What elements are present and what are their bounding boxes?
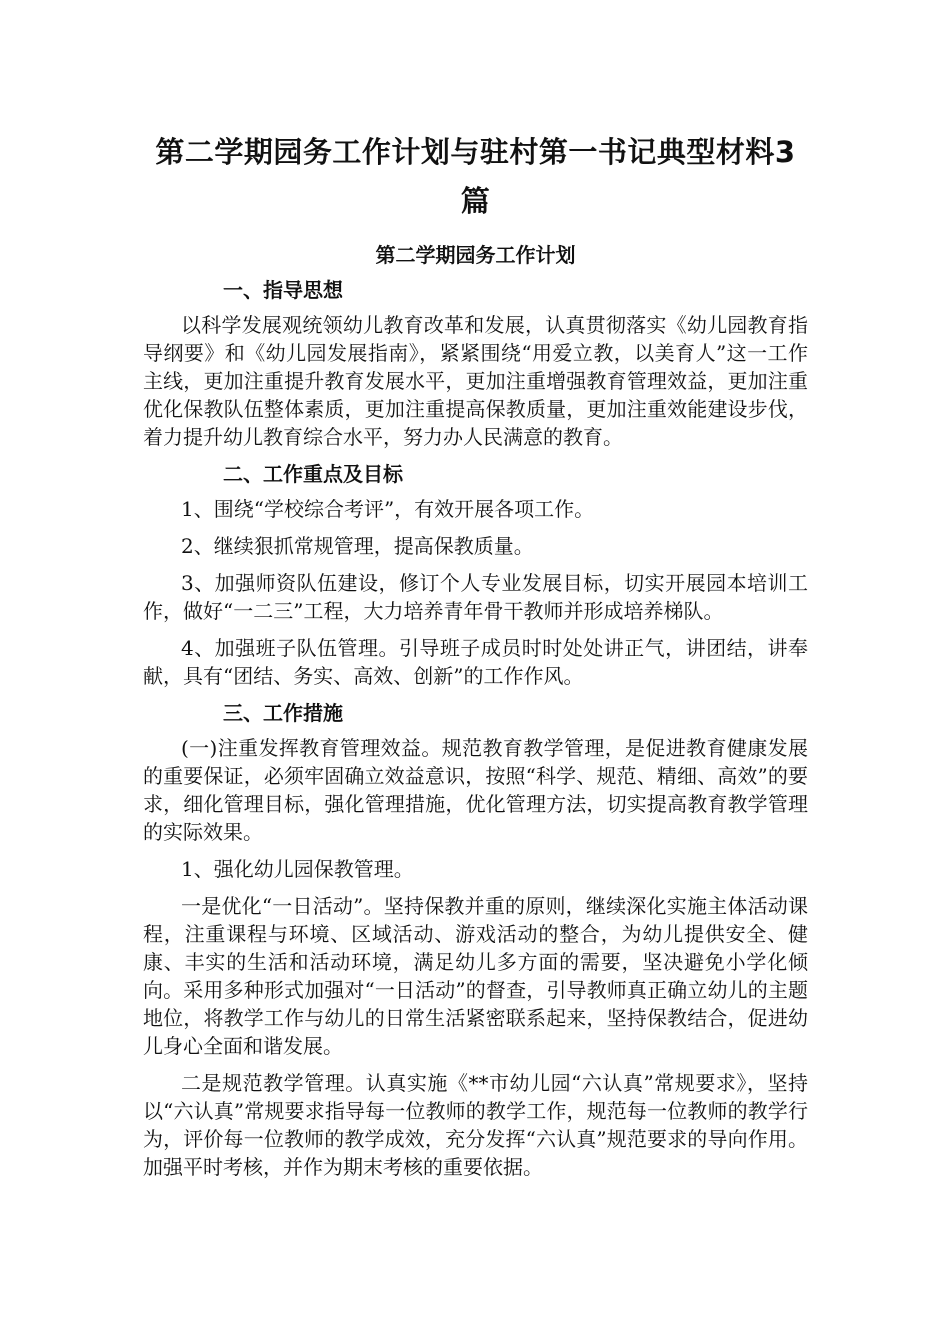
- document-title: 第二学期园务工作计划与驻村第一书记典型材料3篇: [155, 135, 796, 218]
- paragraph: 1、围绕“学校综合考评”，有效开展各项工作。: [181, 497, 595, 521]
- section-heading: 二、工作重点及目标: [223, 462, 403, 486]
- paragraph: (一)注重发挥教育管理效益。规范教育教学管理，是促进教育健康发展的重要保证，必须牢固确立效益意识，按照“科学、规范、精细、高效”的要求，细化管理目标，强化管理措施，优化管理方法，切实提高教育教学管理的实际效果。: [143, 736, 808, 844]
- paragraph: 2、继续狠抓常规管理，提高保教质量。: [181, 534, 534, 558]
- paragraph: 4、加强班子队伍管理。引导班子成员时时处处讲正气，讲团结，讲奉献，具有“团结、务实、高效、创新”的工作作风。: [143, 636, 808, 688]
- section-work-measures: [143, 698, 808, 1181]
- section-work-focus: [143, 459, 808, 690]
- document-page: [143, 128, 808, 1181]
- section-guiding-ideology: [143, 275, 808, 451]
- section-heading: 三、工作措施: [223, 701, 343, 725]
- paragraph: 一是优化“一日活动”。坚持保教并重的原则，继续深化实施主体活动课程，注重课程与环境、区域活动、游戏活动的整合，为幼儿提供安全、健康、丰实的生活和活动环境，满足幼儿多方面的需要，坚决避免小学化倾向。采用多种形式加强对“一日活动”的督查，引导教师真正确立幼儿的主题地位，将教学工作与幼儿的日常生活紧密联系起来，坚持保教结合，促进幼儿身心全面和谐发展。: [143, 894, 808, 1058]
- document-subtitle: 第二学期园务工作计划: [375, 243, 576, 267]
- paragraph: 以科学发展观统领幼儿教育改革和发展，认真贯彻落实《幼儿园教育指导纲要》和《幼儿园发展指南》，紧紧围绕“用爱立教，以美育人”这一工作主线，更加注重提升教育发展水平，更加注重增强教育管理效益，更加注重优化保教队伍整体素质，更加注重提高保教质量，更加注重效能建设步伐，着力提升幼儿教育综合水平，努力办人民满意的教育。: [143, 313, 808, 449]
- section-heading: 一、指导思想: [223, 278, 343, 302]
- paragraph: 1、强化幼儿园保教管理。: [181, 857, 414, 881]
- paragraph: 二是规范教学管理。认真实施《**市幼儿园“六认真”常规要求》，坚持以“六认真”常规要求指导每一位教师的教学工作，规范每一位教师的教学行为，评价每一位教师的教学成效，充分发挥“六认真”规范要求的导向作用。加强平时考核，并作为期末考核的重要依据。: [143, 1071, 808, 1179]
- paragraph: 3、加强师资队伍建设，修订个人专业发展目标，切实开展园本培训工作，做好“一二三”工程，大力培养青年骨干教师并形成培养梯队。: [143, 571, 808, 623]
